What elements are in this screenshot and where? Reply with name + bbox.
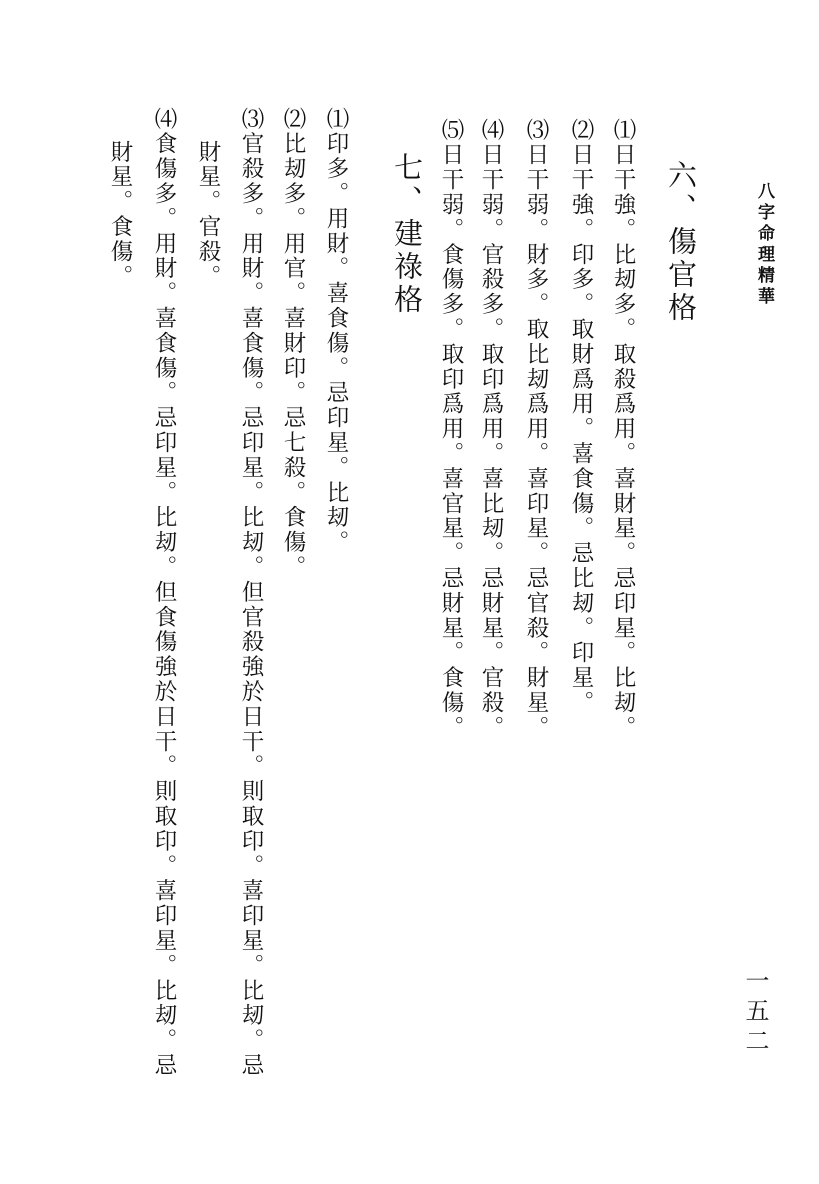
- item-number: ⑴: [610, 118, 636, 143]
- page-number: 一五二: [741, 968, 769, 1058]
- section-7-item-1: [325, 107, 348, 555]
- item-text: 財星。官殺。: [195, 140, 221, 290]
- section-7-item-3-continued: [197, 140, 220, 289]
- section-6-heading: 六、傷官格: [664, 160, 698, 325]
- item-number: ⑶: [238, 107, 264, 132]
- section-7-item-3: [240, 107, 263, 1078]
- item-text: 比刼多。用官。喜財印。忌七殺。食傷。: [280, 131, 306, 581]
- section-7-heading: 七、建祿格: [390, 152, 424, 317]
- section-6-item-2: [570, 118, 593, 716]
- item-text: 日干強。比刼多。取殺爲用。喜財星。忌印星。比刼。: [610, 142, 636, 741]
- item-text: 日干弱。財多。取比刼爲用。喜印星。忌官殺。財星。: [523, 142, 549, 741]
- item-text: 財星。食傷。: [107, 140, 133, 290]
- section-6-item-4: [480, 118, 503, 741]
- item-number: ⑸: [438, 118, 464, 143]
- item-text: 日干強。印多。取財爲用。喜食傷。忌比刼。印星。: [568, 142, 594, 716]
- item-number: ⑶: [523, 118, 549, 143]
- item-text: 食傷多。用財。喜食傷。忌印星。比刼。但食傷強於日干。則取印。喜印星。比刼。忌: [151, 131, 177, 1079]
- item-number: ⑷: [478, 118, 504, 143]
- section-6-item-5: [440, 118, 463, 741]
- item-number: ⑵: [280, 107, 306, 132]
- item-text: 印多。用財。喜食傷。忌印星。比刼。: [323, 131, 349, 556]
- item-text: 日干弱。官殺多。取印爲用。喜比刼。忌財星。官殺。: [478, 142, 504, 741]
- item-text: 日干弱。食傷多。取印爲用。喜官星。忌財星。食傷。: [438, 142, 464, 741]
- section-7-item-2: [282, 107, 305, 580]
- item-number: ⑵: [568, 118, 594, 143]
- item-text: 官殺多。用財。喜食傷。忌印星。比刼。但官殺強於日干。則取印。喜印星。比刼。忌: [238, 131, 264, 1079]
- section-7-item-4: [153, 107, 176, 1078]
- running-title: 八字命理精華: [754, 182, 774, 308]
- item-number: ⑷: [151, 107, 177, 132]
- item-number: ⑴: [323, 107, 349, 132]
- section-6-item-1: [612, 118, 635, 741]
- section-6-item-3: [525, 118, 548, 741]
- section-7-item-4-continued: [109, 140, 132, 289]
